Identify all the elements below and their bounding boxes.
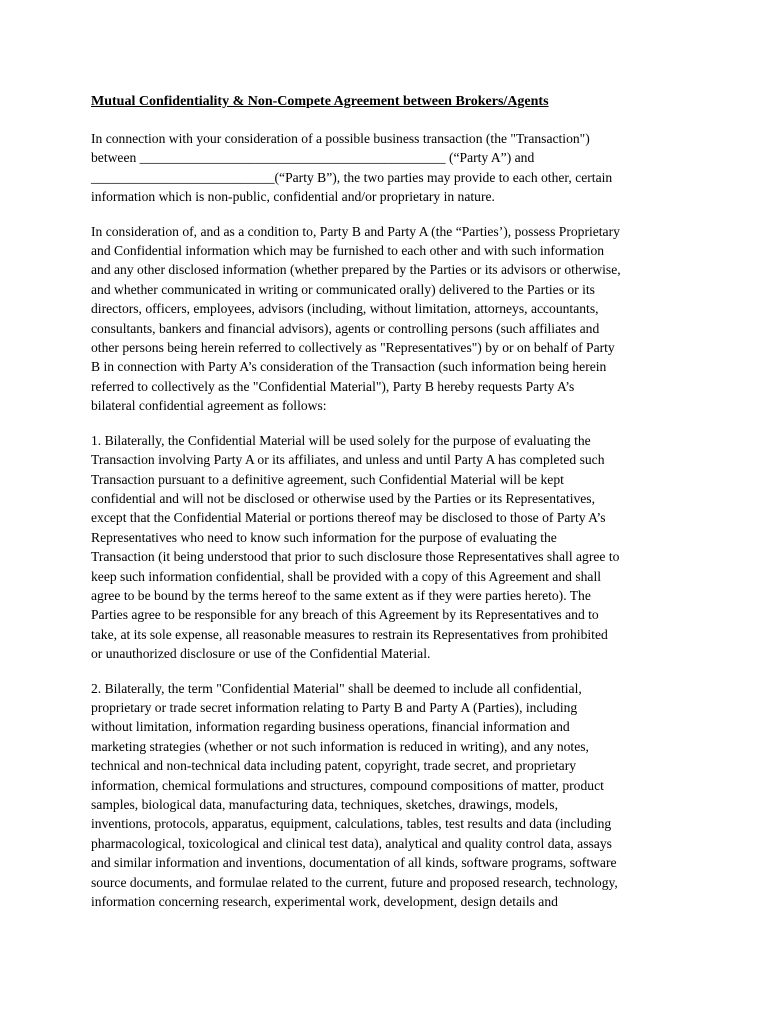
text-line: proprietary or trade secret information relating to Party B and Party A (Parties), including (91, 699, 578, 715)
document-body (91, 92, 683, 926)
intro-paragraph (91, 129, 683, 207)
text-line: 2. Bilaterally, the term "Confidential Material" shall be deemed to include all confidential, (91, 680, 582, 696)
text-line: information which is non-public, confidential and/or proprietary in nature. (91, 189, 495, 205)
text-line: In connection with your consideration of a possible business transaction (the "Transaction") (91, 131, 590, 146)
text-line: bilateral confidential agreement as follows: (91, 398, 327, 414)
text-line: and any other disclosed information (whether prepared by the Parties or its advisors or otherwise, (91, 262, 621, 278)
text-line: consultants, bankers and financial advisors), agents or controlling persons (such affiliates and (91, 320, 600, 336)
text-line: agree to be bound by the terms hereof to the same extent as if they were parties hereto). The (91, 587, 591, 603)
text-line: marketing strategies (whether or not such information is reduced in writing), and any notes, (91, 738, 589, 754)
text-line: keep such information confidential, shall be provided with a copy of this Agreement and shall (91, 568, 602, 584)
text-line: source documents, and formulae related to the current, future and proposed research, technology, (91, 874, 618, 890)
text-line: Transaction (it being understood that prior to such disclosure those Representatives shall agree to (91, 549, 620, 565)
text-line: directors, officers, employees, advisors (including, without limitation, attorneys, accountants, (91, 301, 599, 317)
text-line: information concerning research, experimental work, development, design details and (91, 894, 558, 910)
text-line: except that the Confidential Material or portions thereof may be disclosed to those of Party A’s (91, 510, 606, 526)
consideration-paragraph (91, 222, 683, 416)
text-line: samples, biological data, manufacturing data, techniques, sketches, drawings, models, (91, 797, 558, 812)
text-line: technical and non-technical data including patent, copyright, trade secret, and proprietary (91, 758, 577, 774)
text-line: and whether communicated in writing or communicated orally) delivered to the Parties or its (91, 281, 595, 297)
text-line: pharmacological, toxicological and clinical test data), analytical and quality control data, assays (91, 835, 612, 851)
text-line: other persons being herein referred to collectively as "Representatives") by or on behalf of Party (91, 340, 615, 356)
document-title: Mutual Confidentiality & Non-Compete Agreement between Brokers/Agents (91, 94, 549, 109)
text-line: inventions, protocols, apparatus, equipment, calculations, tables, test results and data (including (91, 816, 612, 832)
clause-1-paragraph (91, 431, 683, 664)
text-line: and similar information and inventions, documentation of all kinds, software programs, software (91, 855, 617, 871)
text-line: B in connection with Party A’s consideration of the Transaction (such information being herein (91, 359, 607, 375)
text-line: information, chemical formulations and structures, compound compositions of matter, product (91, 777, 604, 793)
text-line: or unauthorized disclosure or use of the Confidential Material. (91, 646, 431, 662)
text-line: and Confidential information which may be furnished to each other and with such information (91, 243, 605, 259)
text-line: referred to collectively as the "Confidential Material"), Party B hereby requests Party A’s (91, 378, 575, 394)
text-line: ___________________________(“Party B”), the two parties may provide to each other, certain (91, 169, 613, 185)
text-line: confidential and will not be disclosed or otherwise used by the Parties or its Representatives, (91, 490, 595, 506)
clause-2-paragraph (91, 679, 683, 912)
text-line: take, at its sole expense, all reasonable measures to restrain its Representatives from prohibited (91, 626, 608, 642)
text-line: Transaction involving Party A or its affiliates, and unless and until Party A has completed such (91, 452, 605, 468)
text-line: without limitation, information regarding business operations, financial information and (91, 719, 570, 735)
text-line: 1. Bilaterally, the Confidential Material will be used solely for the purpose of evaluating the (91, 432, 591, 448)
text-line: Parties agree to be responsible for any breach of this Agreement by its Representatives and to (91, 607, 599, 623)
text-line: between _____________________________________________ (“Party A”) and (91, 150, 535, 166)
text-line: Transaction pursuant to a definitive agreement, such Confidential Material will be kept (91, 471, 564, 487)
text-line: Representatives who need to know such information for the purpose of evaluating the (91, 529, 557, 545)
text-line: In consideration of, and as a condition to, Party B and Party A (the “Parties’), possess Proprietary (91, 223, 620, 239)
